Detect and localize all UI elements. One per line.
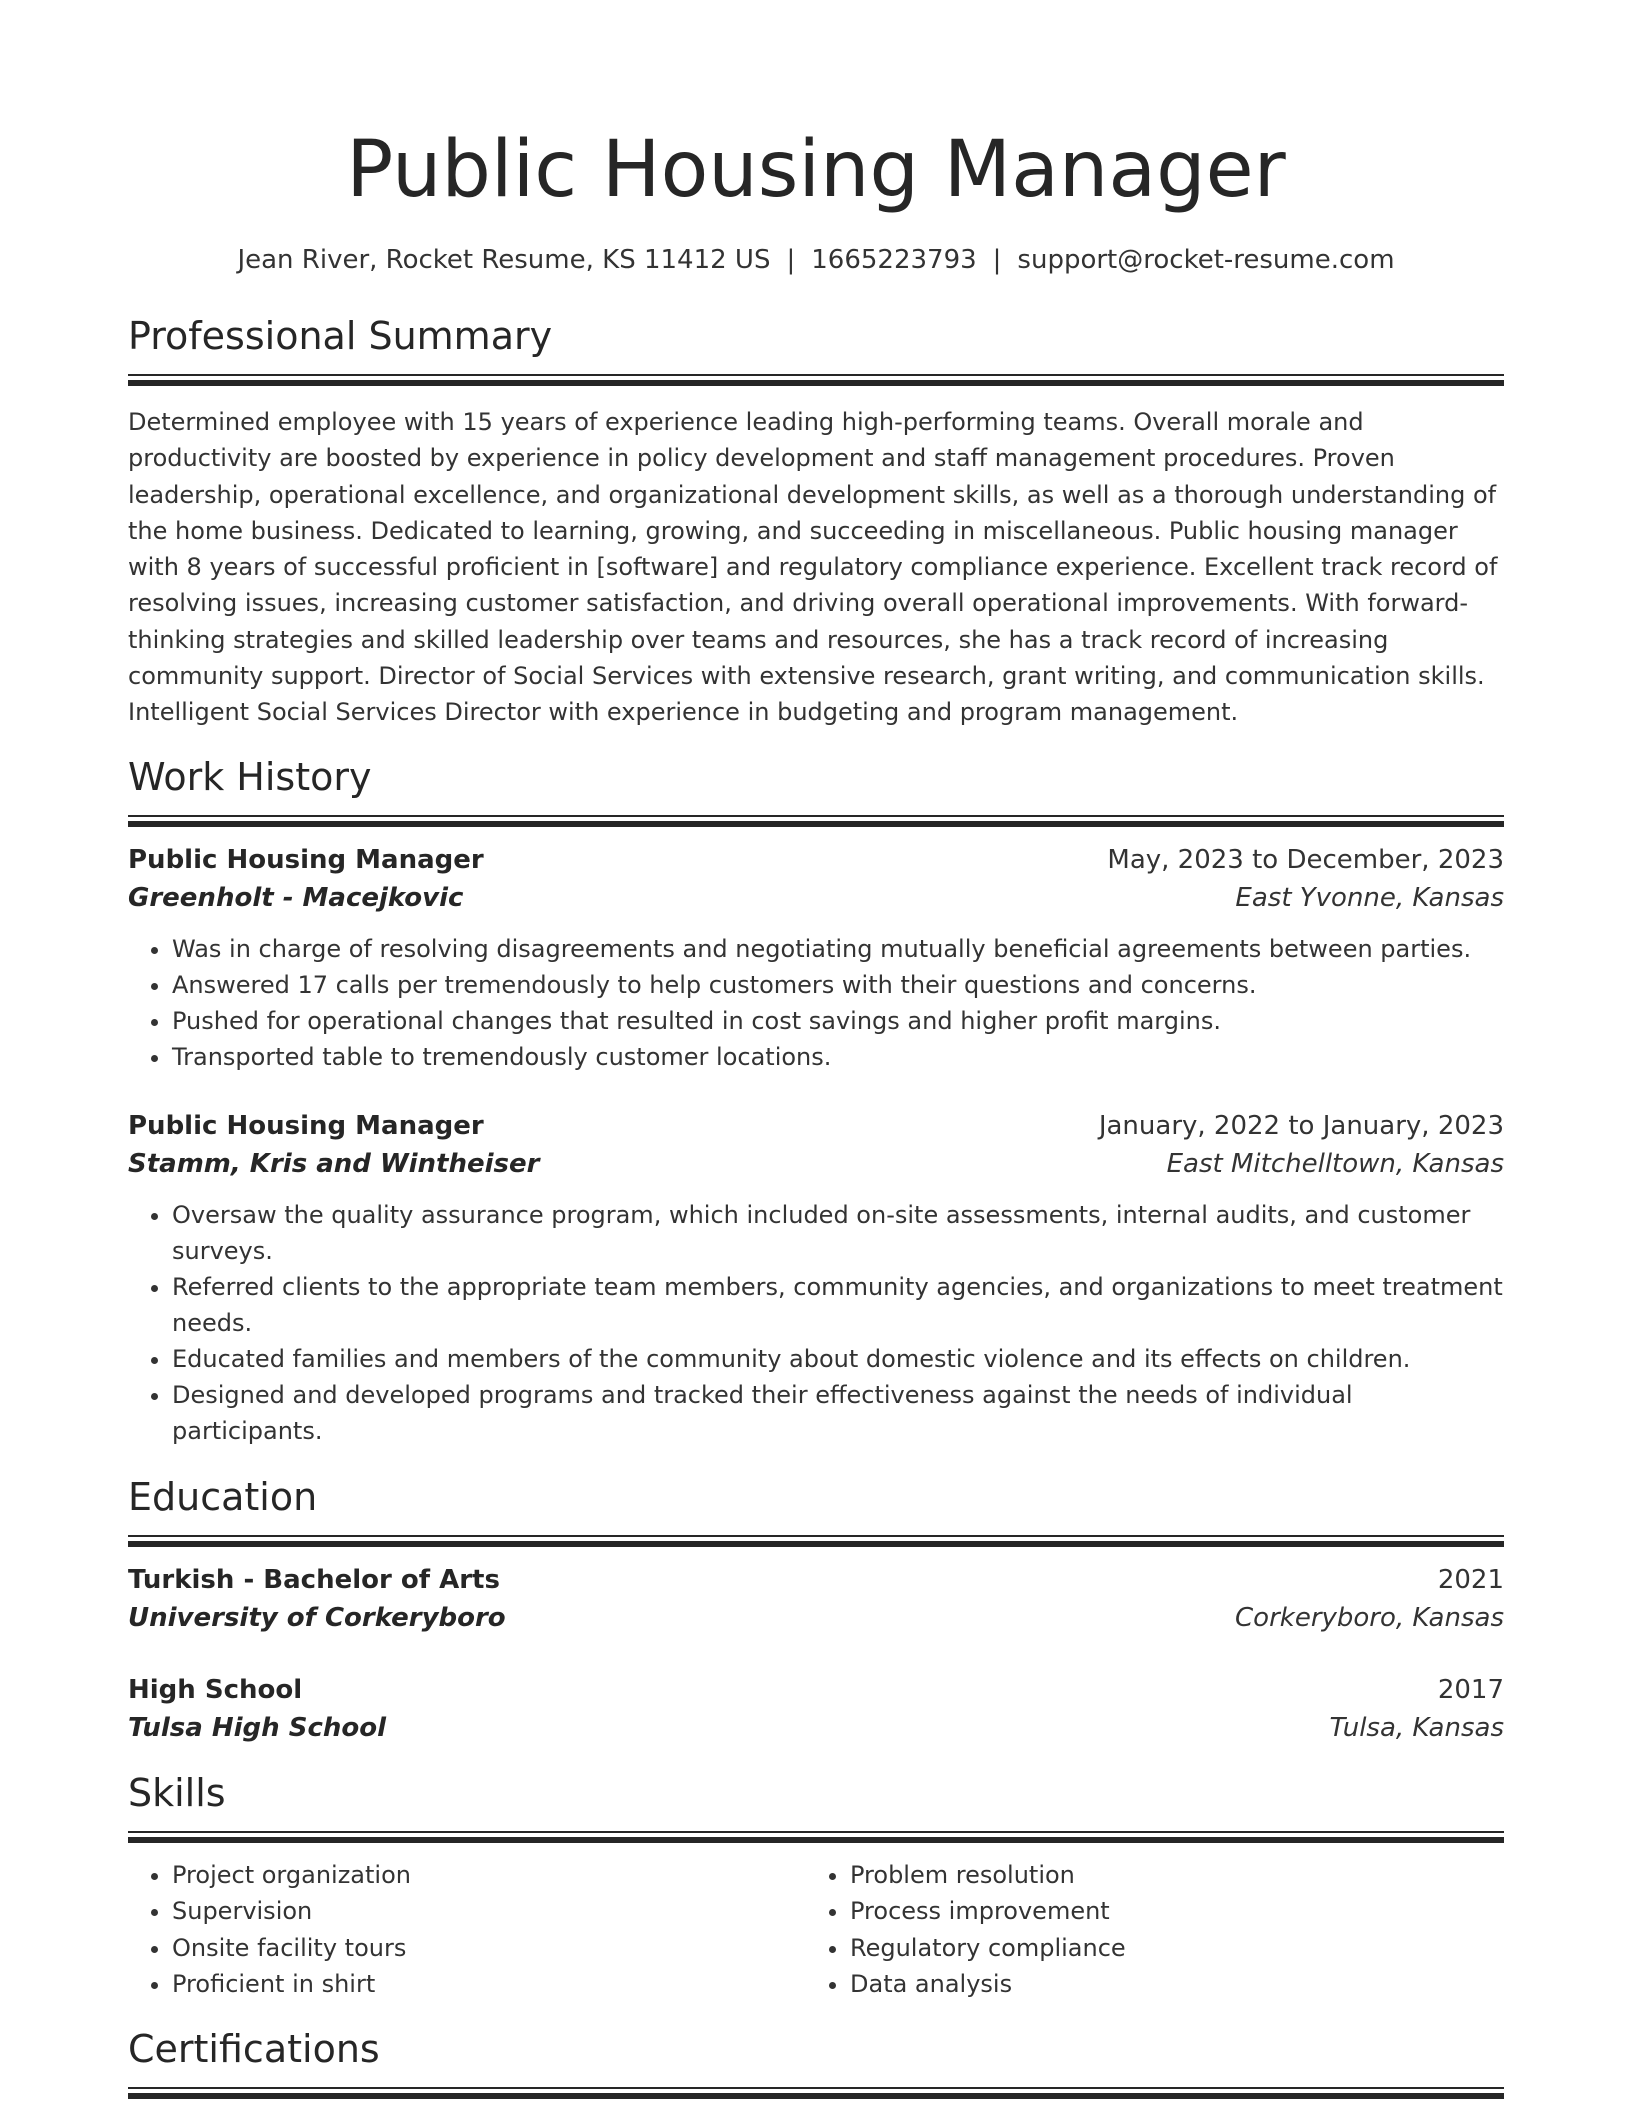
graduation-year: 2021 bbox=[1437, 1564, 1504, 1595]
education-section bbox=[128, 1473, 1504, 1747]
contact-separator: | bbox=[992, 245, 1002, 275]
section-divider bbox=[128, 374, 1504, 386]
section-heading: Work History bbox=[128, 754, 372, 799]
job-header-row bbox=[128, 1107, 1504, 1145]
section-heading: Professional Summary bbox=[128, 314, 553, 358]
skill-item: • Process improvement bbox=[850, 1893, 1484, 1930]
skills-grid bbox=[128, 1857, 1504, 2003]
list-item: • Referred clients to the appropriate team members, community agencies, and organizations to meet treatment needs. bbox=[172, 1269, 1504, 1341]
skill-item: • Supervision bbox=[172, 1893, 806, 1930]
list-item: • Was in charge of resolving disagreements and negotiating mutually beneficial agreements between parties. bbox=[172, 931, 1504, 967]
skill-item: • Proficient in shirt bbox=[172, 1966, 806, 2003]
school-name: Tulsa High School bbox=[128, 1712, 387, 1743]
certifications-section bbox=[128, 2025, 1504, 2099]
skill-item: • Project organization bbox=[172, 1857, 806, 1894]
section-divider bbox=[128, 1831, 1504, 1843]
school-location: Tulsa, Kansas bbox=[1329, 1712, 1504, 1743]
list-item: • Educated families and members of the community about domestic violence and its effects on children. bbox=[172, 1341, 1504, 1377]
section-heading: Education bbox=[128, 1474, 318, 1519]
job-location: East Mitchelltown, Kansas bbox=[1166, 1148, 1504, 1179]
contact-email: support@rocket-resume.com bbox=[1017, 245, 1395, 275]
skills-column-right bbox=[806, 1857, 1484, 2003]
education-header-row bbox=[128, 1671, 1504, 1709]
education-entry bbox=[128, 1671, 1504, 1747]
skills-column-left bbox=[128, 1857, 806, 2003]
contact-line bbox=[128, 242, 1504, 278]
resume-page bbox=[128, 118, 1504, 2099]
section-heading: Certifications bbox=[128, 2026, 380, 2071]
skill-item: • Regulatory compliance bbox=[850, 1930, 1484, 1967]
employer-name: Stamm, Kris and Wintheiser bbox=[128, 1148, 540, 1179]
section-heading: Skills bbox=[128, 1770, 226, 1815]
skill-item: • Problem resolution bbox=[850, 1857, 1484, 1894]
section-divider bbox=[128, 1535, 1504, 1547]
summary-text: Determined employee with 15 years of experience leading high-performing teams. Overall morale and productivity are boosted by experience in policy development and staff management procedures. Proven leadership, operational excellence, and organizational development skills, as well as a thorough understanding of the home business. Dedicated to learning, growing, and succeeding in miscellaneous. Public housing manager with 8 years of successful proficient in [software] and regulatory compliance experience. Excellent track record of resolving issues, increasing customer satisfaction, and driving overall operational improvements. With forward-thinking strategies and skilled leadership over teams and resources, she has a track record of increasing community support. Director of Social Services with extensive research, grant writing, and communication skills. Intelligent Social Services Director with experience in budgeting and program management. bbox=[128, 408, 1498, 727]
job-title: Public Housing Manager bbox=[128, 1110, 484, 1141]
job-entry bbox=[128, 1107, 1504, 1449]
job-location: East Yvonne, Kansas bbox=[1235, 882, 1504, 913]
job-header-row bbox=[128, 841, 1504, 879]
contact-address: Jean River, Rocket Resume, KS 11412 US bbox=[237, 245, 771, 275]
school-name: University of Corkeryboro bbox=[128, 1602, 506, 1633]
list-item: • Transported table to tremendously customer locations. bbox=[172, 1039, 1504, 1075]
job-bullets bbox=[128, 1197, 1504, 1449]
school-location: Corkeryboro, Kansas bbox=[1235, 1602, 1504, 1633]
degree-name: High School bbox=[128, 1674, 303, 1705]
page-title: Public Housing Manager bbox=[346, 125, 1286, 215]
job-employer-row bbox=[128, 1145, 1504, 1183]
contact-phone: 1665223793 bbox=[811, 245, 977, 275]
skill-item: • Data analysis bbox=[850, 1966, 1484, 2003]
summary-section bbox=[128, 312, 1504, 731]
employer-name: Greenholt - Macejkovic bbox=[128, 882, 464, 913]
graduation-year: 2017 bbox=[1437, 1674, 1504, 1705]
job-dates: May, 2023 to December, 2023 bbox=[1107, 844, 1504, 875]
education-entry bbox=[128, 1561, 1504, 1637]
list-item: • Answered 17 calls per tremendously to help customers with their questions and concerns. bbox=[172, 967, 1504, 1003]
education-school-row bbox=[128, 1709, 1504, 1747]
section-divider bbox=[128, 815, 1504, 827]
work-history-section bbox=[128, 753, 1504, 1449]
skill-item: • Onsite facility tours bbox=[172, 1930, 806, 1967]
contact-separator: | bbox=[786, 245, 796, 275]
list-item: • Designed and developed programs and tracked their effectiveness against the needs of individual participants. bbox=[172, 1377, 1504, 1449]
job-bullets bbox=[128, 931, 1504, 1075]
skills-section bbox=[128, 1769, 1504, 2003]
education-school-row bbox=[128, 1599, 1504, 1637]
education-header-row bbox=[128, 1561, 1504, 1599]
section-divider bbox=[128, 2087, 1504, 2099]
job-entry bbox=[128, 841, 1504, 1075]
degree-name: Turkish - Bachelor of Arts bbox=[128, 1564, 500, 1595]
job-dates: January, 2022 to January, 2023 bbox=[1098, 1110, 1504, 1141]
list-item: • Oversaw the quality assurance program, which included on-site assessments, internal audits, and customer surveys. bbox=[172, 1197, 1504, 1269]
job-employer-row bbox=[128, 879, 1504, 917]
list-item: • Pushed for operational changes that resulted in cost savings and higher profit margins. bbox=[172, 1003, 1504, 1039]
job-title: Public Housing Manager bbox=[128, 844, 484, 875]
